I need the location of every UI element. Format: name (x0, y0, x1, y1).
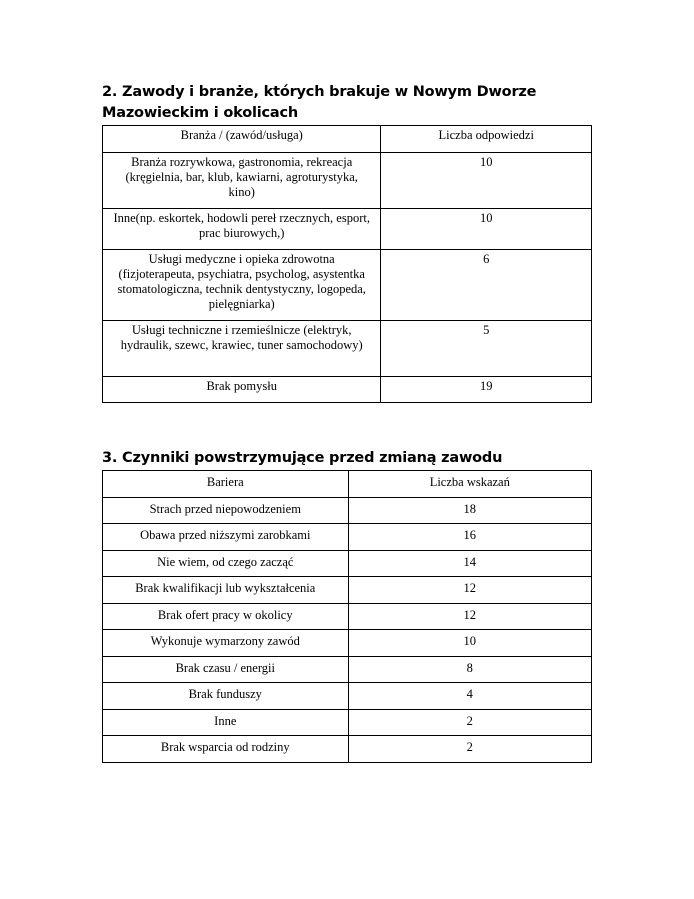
table-row (103, 497, 592, 524)
header-branch-text: Branża / (zawód/usługa) (180, 128, 303, 142)
header-count (381, 126, 592, 153)
count-text: 5 (483, 323, 490, 337)
barrier-text: Brak czasu / energii (175, 660, 275, 675)
count-text: 2 (466, 740, 473, 754)
barrier-cell (103, 656, 349, 683)
table-row (103, 603, 592, 630)
barrier-text: Brak funduszy (188, 687, 262, 701)
table-row (103, 736, 592, 763)
barrier-text: Strach przed niepowodzeniem (149, 501, 301, 516)
count-text: 16 (463, 528, 477, 542)
barrier-cell (103, 577, 349, 604)
count-text: 14 (463, 554, 477, 569)
branch-text: Inne(np. eskortek, hodowli pereł rzecznych, esport, prac biurowych,) (113, 211, 370, 240)
count-text: 19 (479, 379, 493, 393)
branch-cell (103, 321, 381, 377)
count-text: 12 (463, 607, 477, 622)
count-text: 12 (463, 581, 477, 595)
branch-cell (103, 153, 381, 209)
barrier-cell (103, 497, 349, 524)
barrier-cell (103, 736, 349, 763)
table-row (103, 656, 592, 683)
table-row (103, 550, 592, 577)
table-row (103, 524, 592, 551)
count-cell (348, 709, 591, 736)
count-text: 6 (483, 252, 490, 266)
branch-text: Brak pomysłu (206, 379, 277, 393)
section-3-heading: 3. Czynniki powstrzymujące przed zmianą zawodu (102, 450, 503, 466)
count-text: 2 (466, 713, 473, 728)
barrier-text: Brak wsparcia od rodziny (160, 740, 290, 754)
table-row (103, 209, 592, 250)
branch-text: Usługi medyczne i opieka zdrowotna (fizjoterapeuta, psychiatra, psycholog, asystentka stomatologiczna, technik dentystyczny, logopeda, pielęgniarka) (117, 252, 366, 311)
header-count-text: Liczba wskazań (429, 475, 510, 489)
branch-text: Branża rozrywkowa, gastronomia, rekreacja (kręgielnia, bar, klub, kawiarni, agroturystyka, kino) (125, 155, 358, 199)
barrier-cell (103, 630, 349, 657)
count-cell (381, 153, 592, 209)
count-cell (348, 497, 591, 524)
barrier-cell (103, 683, 349, 710)
missing-industries-table (102, 125, 592, 403)
count-text: 18 (463, 501, 477, 516)
barrier-text: Wykonuje wymarzony zawód (150, 634, 300, 648)
branch-cell (103, 209, 381, 250)
count-cell (348, 577, 591, 604)
table-row (103, 153, 592, 209)
count-cell (348, 656, 591, 683)
table-row (103, 683, 592, 710)
count-cell (348, 603, 591, 630)
count-text: 8 (466, 660, 473, 675)
count-text: 10 (479, 211, 493, 225)
barrier-cell (103, 709, 349, 736)
count-text: 4 (466, 687, 473, 701)
count-cell (348, 630, 591, 657)
barrier-cell (103, 550, 349, 577)
count-cell (348, 736, 591, 763)
barriers-table (102, 470, 592, 763)
table-row (103, 630, 592, 657)
table-header-row (103, 471, 592, 498)
branch-cell (103, 250, 381, 321)
barrier-text: Nie wiem, od czego zacząć (157, 554, 294, 569)
header-branch (103, 126, 381, 153)
count-cell (348, 524, 591, 551)
header-count (348, 471, 591, 498)
count-text: 10 (479, 155, 493, 169)
table-row (103, 321, 592, 377)
branch-text: Usługi techniczne i rzemieślnicze (elektryk, hydraulik, szewc, krawiec, tuner samochodowy) (120, 323, 363, 352)
table-row (103, 709, 592, 736)
count-cell (381, 321, 592, 377)
header-count-text: Liczba odpowiedzi (438, 128, 534, 142)
count-cell (381, 250, 592, 321)
barrier-text: Inne (214, 713, 237, 728)
barrier-cell (103, 524, 349, 551)
table-header-row (103, 126, 592, 153)
barrier-text: Obawa przed niższymi zarobkami (140, 528, 311, 542)
count-cell (381, 209, 592, 250)
header-barrier (103, 471, 349, 498)
branch-cell (103, 377, 381, 403)
table-row (103, 250, 592, 321)
table-row (103, 577, 592, 604)
count-text: 10 (463, 634, 477, 648)
barrier-cell (103, 603, 349, 630)
count-cell (348, 683, 591, 710)
barrier-text: Brak kwalifikacji lub wykształcenia (135, 581, 316, 595)
table-row (103, 377, 592, 403)
section-2-heading: 2. Zawody i branże, których brakuje w Nowym Dworze Mazowieckim i okolicach (102, 84, 537, 121)
count-cell (348, 550, 591, 577)
header-barrier-text: Bariera (206, 475, 244, 489)
barrier-text: Brak ofert pracy w okolicy (157, 607, 293, 622)
count-cell (381, 377, 592, 403)
